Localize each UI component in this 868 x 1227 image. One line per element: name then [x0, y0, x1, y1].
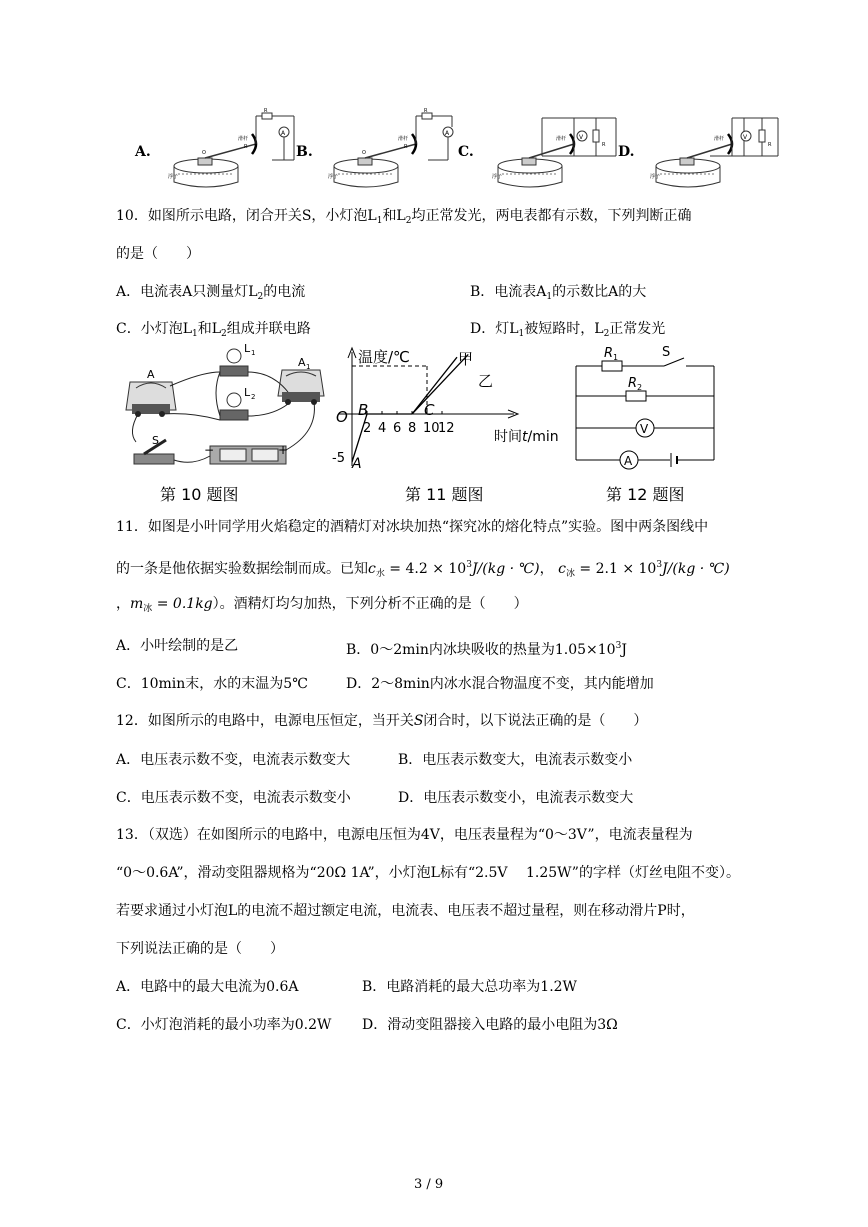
figure-12-caption: 第 12 题图 [606, 485, 685, 504]
svg-text:L: L [244, 342, 251, 355]
svg-text:浮子: 浮子 [168, 174, 179, 180]
svg-text:A: A [147, 368, 155, 381]
svg-text:1: 1 [613, 353, 619, 362]
q12-option-c: C．电压表示数不变，电流表示数变小 [116, 790, 351, 806]
q11-option-c: C．10min末，水的末温为5℃ [116, 676, 308, 692]
svg-text:R: R [244, 144, 248, 150]
resistor-r2 [626, 391, 646, 401]
q11-stem-line2: 的一条是他依据实验数据绘制而成。已知$c_水 = 4.2 \times 10^3J/(kg$ · ℃)， $c_冰 = 2.1 \times 10^3J/(kg$ · ℃) [116, 560, 730, 579]
q11-option-b: B．0～2min内冰块吸收的热量为$1.05\times 10^3J$ [346, 641, 627, 658]
figure-11-caption: 第 11 题图 [405, 485, 484, 504]
q11-option-a: A．小叶绘制的是乙 [116, 638, 239, 654]
q12-stem: 12．如图所示的电路中，电源电压恒定，当开关S闭合时，以下说法正确的是（ ） [116, 713, 648, 729]
x-tick-label: 2 [363, 421, 372, 436]
series-jia-label: 甲 [458, 350, 474, 368]
resistor-r1 [602, 361, 622, 371]
q13-option-c: C．小灯泡消耗的最小功率为0.2W [116, 1017, 332, 1033]
svg-text:2: 2 [251, 393, 256, 401]
svg-text:浮子: 浮子 [650, 174, 661, 180]
svg-text:浮子: 浮子 [492, 174, 503, 180]
svg-text:O: O [362, 150, 366, 156]
q11-option-d: D．2～8min内冰水混合物温度不变，其内能增加 [346, 676, 654, 692]
x-axis-label: 时间t/min [494, 429, 559, 445]
point-b-label: B [358, 401, 369, 419]
svg-text:−: − [204, 443, 215, 457]
svg-text:R: R [768, 142, 772, 148]
svg-text:V: V [579, 134, 584, 141]
svg-text:V: V [640, 422, 649, 436]
y-axis-label: 温度/℃ [358, 348, 410, 366]
q13-stem-line3: 若要求通过小灯泡L的电流不超过额定电流，电流表、电压表不超过量程，则在移动滑片P时， [116, 903, 695, 919]
ammeter-a-icon [126, 382, 176, 417]
q9-figure-c [492, 108, 622, 190]
svg-text:R: R [628, 376, 638, 391]
svg-text:R: R [602, 142, 606, 148]
figure-10-caption: 第 10 题图 [160, 485, 239, 504]
svg-text:R: R [264, 108, 268, 114]
svg-text:S: S [662, 345, 671, 360]
svg-text:滑杆: 滑杆 [238, 136, 249, 142]
svg-text:滑杆: 滑杆 [714, 136, 725, 142]
x-tick-label: 6 [393, 421, 402, 436]
q11-stem-line3: ，$m_冰 = 0.1kg$）。酒精灯均匀加热，下列分析不正确的是（ ） [116, 596, 528, 614]
svg-text:1: 1 [251, 349, 256, 357]
svg-text:A: A [298, 356, 306, 369]
q9-option-d-label: D. [618, 144, 635, 160]
svg-text:R: R [604, 346, 614, 361]
q12-option-d: D．电压表示数变小，电流表示数变大 [398, 790, 634, 806]
svg-text:1: 1 [306, 363, 311, 371]
q9-figure-d [650, 108, 784, 190]
figure-12-circuit [566, 344, 724, 472]
q13-option-d: D．滑动变阻器接入电路的最小电阻为3Ω [362, 1017, 618, 1033]
svg-text:A: A [445, 130, 450, 137]
q10-option-a: A．电流表A只测量灯$L_2$的电流 [116, 284, 306, 302]
q9-figure-a [168, 108, 298, 190]
point-c-label: C [424, 401, 435, 419]
x-tick-label: 12 [438, 421, 455, 436]
q13-stem-line1: 13．（双选）在如图所示的电路中，电源电压恒为4V，电压表量程为“0～3V”，电流表量程为 [116, 827, 693, 843]
q10-option-c: C．小灯泡$L_1$和$L_2$组成并联电路 [116, 321, 311, 339]
svg-text:浮子: 浮子 [328, 174, 339, 180]
svg-text:R: R [424, 108, 428, 114]
battery-icon [210, 446, 286, 464]
series-yi-label: 乙 [478, 372, 494, 390]
q9-option-c-label: C. [458, 144, 474, 160]
svg-text:O: O [202, 150, 206, 156]
svg-text:滑杆: 滑杆 [398, 136, 409, 142]
q10-stem-line2: 的是（ ） [116, 246, 200, 262]
svg-text:A: A [624, 454, 633, 468]
figure-10-circuit [122, 342, 327, 480]
point-a-label: A [352, 456, 362, 470]
figure-11-graph [328, 344, 564, 470]
q13-option-a: A．电路中的最大电流为0.6A [116, 979, 299, 995]
q10-option-d: D．灯$L_1$被短路时，$L_2$正常发光 [470, 321, 666, 339]
neg5-label: -5 [332, 451, 345, 466]
q13-option-b: B．电路消耗的最大总功率为1.2W [362, 979, 577, 995]
svg-text:A: A [281, 130, 286, 137]
svg-text:+: + [278, 443, 289, 457]
origin-label: O [336, 408, 348, 426]
q11-stem-line1: 11．如图是小叶同学用火焰稳定的酒精灯对冰块加热“探究冰的熔化特点”实验。图中两条图线中 [116, 519, 709, 535]
q10-option-b: B．电流表$A_1$的示数比A的大 [470, 284, 647, 302]
svg-text:V: V [743, 134, 748, 141]
page-number: 3 / 9 [414, 1177, 444, 1192]
svg-text:滑杆: 滑杆 [556, 136, 567, 142]
q9-option-a-label: A. [135, 144, 151, 160]
q13-stem-line2: “0～0.6A”，滑动变阻器规格为“20Ω 1A”，小灯泡L标有“2.5V 1.25W”的字样（灯丝电阻不变）。 [116, 865, 740, 881]
x-tick-label: 10 [423, 421, 440, 436]
x-tick-label: 8 [408, 421, 417, 436]
q9-figure-b [328, 108, 458, 190]
svg-text:R: R [404, 144, 408, 150]
svg-text:2: 2 [637, 383, 643, 392]
ammeter-a1-icon [278, 370, 324, 405]
q9-option-b-label: B. [296, 144, 313, 160]
q13-stem-line4: 下列说法正确的是（ ） [116, 941, 284, 957]
q10-stem-line1: 10．如图所示电路，闭合开关S，小灯泡$L_1$和$L_2$均正常发光，两电表都有示数，下列判断正确 [116, 208, 692, 226]
svg-text:S: S [152, 434, 159, 447]
x-tick-label: 4 [378, 421, 387, 436]
svg-text:L: L [244, 386, 251, 399]
q12-option-b: B．电压表示数变大，电流表示数变小 [398, 752, 633, 768]
q12-option-a: A．电压表示数不变，电流表示数变大 [116, 752, 351, 768]
